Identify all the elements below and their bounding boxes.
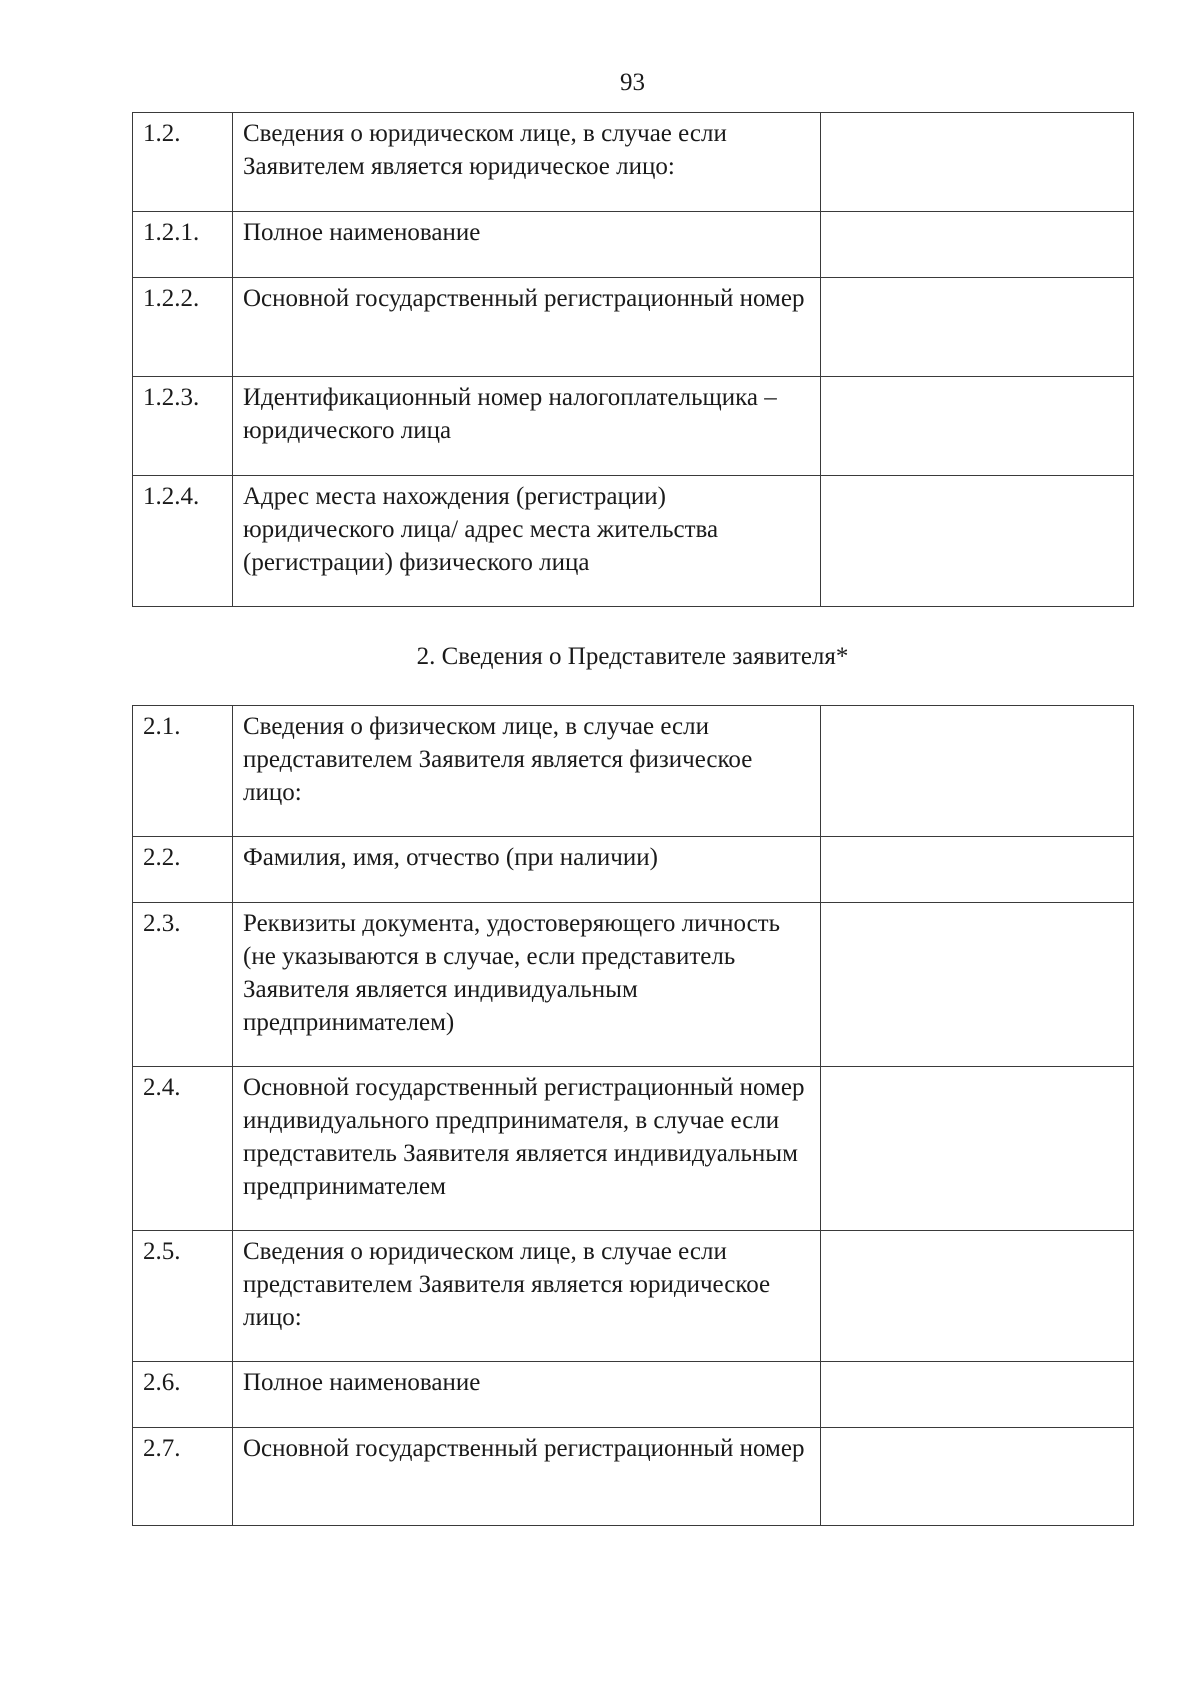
row-value-field[interactable] [821,1231,1134,1362]
row-label: Идентификационный номер налогоплательщика – юридического лица [233,377,821,476]
row-number: 2.3. [133,903,233,1067]
row-value-field[interactable] [821,1362,1134,1428]
row-label: Основной государственный регистрационный номер [233,1428,821,1526]
row-value-field[interactable] [821,706,1134,837]
row-value-field[interactable] [821,837,1134,903]
row-number: 1.2.2. [133,278,233,377]
row-value-field[interactable] [821,212,1134,278]
row-number: 1.2.4. [133,476,233,607]
row-label: Реквизиты документа, удостоверяющего личность (не указываются в случае, если представитель Заявителя является индивидуальным предпринимателем) [233,903,821,1067]
row-label: Сведения о юридическом лице, в случае если представителем Заявителя является юридическое лицо: [233,1231,821,1362]
row-number: 2.5. [133,1231,233,1362]
table-row [133,903,1134,1067]
row-label: Фамилия, имя, отчество (при наличии) [233,837,821,903]
row-label: Сведения о физическом лице, в случае если представителем Заявителя является физическое лицо: [233,706,821,837]
row-number: 1.2.3. [133,377,233,476]
table-row [133,278,1134,377]
table-row [133,706,1134,837]
table-row [133,212,1134,278]
row-label: Полное наименование [233,1362,821,1428]
table-row [133,476,1134,607]
table-row [133,113,1134,212]
section-heading: 2. Сведения о Представителе заявителя* [416,643,849,670]
row-label: Основной государственный регистрационный номер [233,278,821,377]
row-value-field[interactable] [821,113,1134,212]
table-row [133,1362,1134,1428]
table-row [133,1428,1134,1526]
table-row [133,837,1134,903]
row-number: 2.4. [133,1067,233,1231]
row-label: Основной государственный регистрационный номер индивидуального предпринимателя, в случае если представитель Заявителя является индивидуальным предпринимателем [233,1067,821,1231]
row-number: 2.7. [133,1428,233,1526]
page-number: 93 [620,69,645,96]
row-number: 2.2. [133,837,233,903]
row-value-field[interactable] [821,903,1134,1067]
table-row [133,1067,1134,1231]
table-row [133,1231,1134,1362]
row-number: 1.2.1. [133,212,233,278]
row-value-field[interactable] [821,278,1134,377]
row-number: 1.2. [133,113,233,212]
row-label: Полное наименование [233,212,821,278]
row-label: Сведения о юридическом лице, в случае если Заявителем является юридическое лицо: [233,113,821,212]
row-number: 2.1. [133,706,233,837]
representative-table [132,705,1134,1526]
row-value-field[interactable] [821,377,1134,476]
row-number: 2.6. [133,1362,233,1428]
applicant-legal-entity-table [132,112,1134,607]
row-value-field[interactable] [821,1428,1134,1526]
table-row [133,377,1134,476]
row-value-field[interactable] [821,476,1134,607]
row-value-field[interactable] [821,1067,1134,1231]
row-label: Адрес места нахождения (регистрации) юридического лица/ адрес места жительства (регистрации) физического лица [233,476,821,607]
